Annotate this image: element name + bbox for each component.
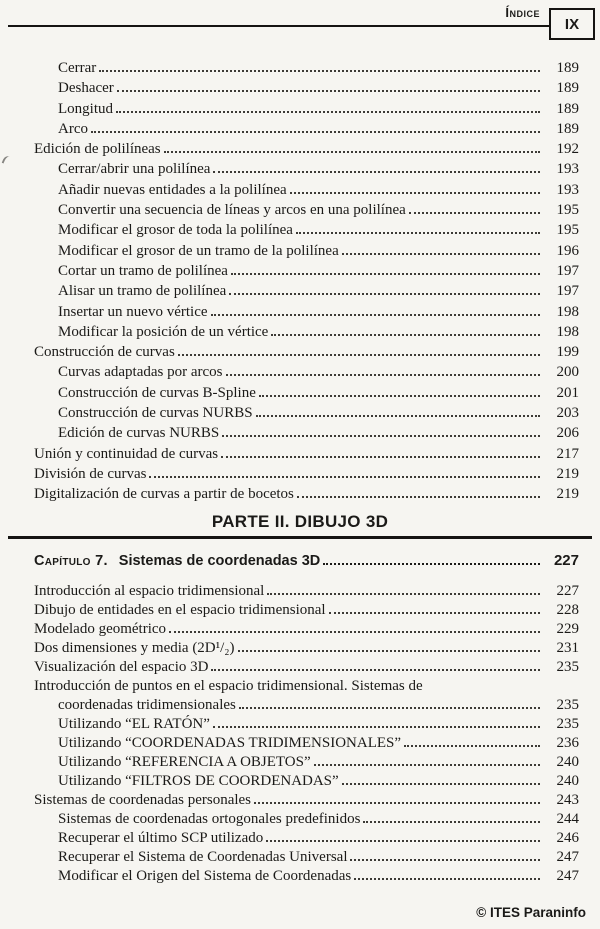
toc-entry-page: 231 [556, 640, 579, 656]
toc-entry-text: Sistemas de coordenadas personales [34, 792, 252, 808]
dot-leader [266, 840, 540, 842]
dot-leader [238, 650, 540, 652]
toc-entry-page: 236 [556, 735, 579, 751]
toc-section-2 [34, 582, 579, 886]
toc-entry [34, 342, 579, 362]
toc-entry-page: 200 [556, 364, 579, 381]
toc-entry-page: 197 [556, 283, 579, 300]
toc-entry-page: 246 [556, 830, 579, 846]
toc-entry [34, 220, 579, 240]
toc-entry-text: Modelado geométrico [34, 621, 167, 637]
toc-entry-page: 247 [556, 868, 579, 884]
toc-entry [34, 78, 579, 98]
dot-leader [211, 314, 540, 316]
toc-entry-page: 195 [556, 202, 579, 219]
toc-entry-page: 198 [556, 323, 579, 340]
toc-entry-page: 189 [556, 60, 579, 76]
toc-entry [34, 139, 579, 159]
toc-entry-page: 201 [556, 384, 579, 401]
toc-entry-text: Utilizando “FILTROS DE COORDENADAS” [58, 773, 339, 789]
dot-leader [267, 593, 540, 595]
toc-entry-text: Visualización del espacio 3D [34, 659, 209, 675]
toc-entry-text: Cerrar/abrir una polilínea [58, 161, 211, 178]
toc-entry-page: 198 [556, 303, 579, 320]
toc-entry [34, 159, 579, 179]
chapter-page-number: 227 [553, 552, 579, 569]
toc-entry-text: Introducción de puntos en el espacio tridimensional. Sistemas de [34, 678, 423, 694]
toc-entry-text: Introducción al espacio tridimensional [34, 583, 265, 599]
chapter-heading-row [34, 552, 579, 569]
toc-entry [34, 734, 579, 753]
toc-entry-text: Dibujo de entidades en el espacio tridimensional [34, 602, 326, 618]
toc-entry-page: 199 [556, 344, 579, 361]
page-number-box [549, 8, 595, 40]
toc-entry-page: 189 [556, 80, 579, 97]
toc-entry [34, 403, 579, 423]
dot-leader [231, 273, 540, 275]
dot-leader [116, 111, 540, 113]
dot-leader [350, 859, 540, 861]
dot-leader [290, 192, 540, 194]
toc-entry [34, 383, 579, 403]
toc-entry-text: Arco [58, 120, 88, 137]
toc-entry [34, 639, 579, 658]
chapter-number-label: Capítulo 7. [34, 553, 108, 569]
toc-entry-page: 229 [556, 621, 579, 637]
dot-leader [297, 496, 540, 498]
dot-leader [213, 726, 540, 728]
dot-leader [404, 745, 540, 747]
toc-entry [34, 484, 579, 504]
toc-entry [34, 200, 579, 220]
dot-leader [117, 90, 540, 92]
toc-entry-page: 196 [556, 242, 579, 259]
part-heading: PARTE II. DIBUJO 3D [211, 512, 389, 531]
page-header-title: Índice [505, 5, 540, 20]
toc-entry-text: Modificar el grosor de toda la polilínea [58, 222, 293, 239]
dot-leader [178, 354, 540, 356]
toc-entry [34, 261, 579, 281]
toc-entry [34, 119, 579, 139]
toc-entry-page: 217 [556, 445, 579, 462]
toc-entry [34, 867, 579, 886]
toc-entry-page: 247 [556, 849, 579, 865]
dot-leader [91, 131, 540, 133]
toc-entry-text: Modificar el grosor de un tramo de la polilínea [58, 242, 339, 259]
toc-entry-text: Recuperar el último SCP utilizado [58, 830, 264, 846]
part-rule [8, 536, 592, 539]
toc-entry-text: Curvas adaptadas por arcos [58, 364, 223, 381]
toc-entry-text: Convertir una secuencia de líneas y arcos en una polilínea [58, 202, 406, 219]
toc-entry-text: Unión y continuidad de curvas [34, 445, 219, 462]
dot-leader [363, 821, 540, 823]
toc-entry-text: Edición de polilíneas [34, 141, 161, 158]
dot-leader [149, 476, 540, 478]
toc-entry [34, 677, 579, 696]
dot-leader [256, 415, 540, 417]
toc-entry-text: Construcción de curvas [34, 344, 175, 361]
toc-entry-page: 235 [556, 716, 579, 732]
toc-entry [34, 464, 579, 484]
dot-leader [211, 669, 540, 671]
toc-entry [34, 322, 579, 342]
toc-entry [34, 810, 579, 829]
dot-leader [254, 802, 540, 804]
toc-entry [34, 281, 579, 301]
dot-leader [342, 783, 540, 785]
toc-entry-text: Deshacer [58, 80, 114, 97]
toc-entry-text: Construcción de curvas NURBS [58, 405, 253, 422]
toc-entry-page: 235 [556, 697, 579, 713]
toc-section-1 [34, 58, 579, 505]
toc-entry [34, 99, 579, 119]
dot-leader [169, 631, 540, 633]
dot-leader [221, 456, 540, 458]
toc-entry [34, 302, 579, 322]
toc-entry-text: Construcción de curvas B-Spline [58, 384, 256, 401]
scan-artifact [2, 155, 14, 167]
toc-entry-page: 228 [556, 602, 579, 618]
toc-entry-text: Insertar un nuevo vértice [58, 303, 208, 320]
toc-entry-text: Utilizando “REFERENCIA A OBJETOS” [58, 754, 311, 770]
toc-entry-page: 244 [556, 811, 579, 827]
toc-entry [34, 829, 579, 848]
toc-entry [34, 715, 579, 734]
dot-leader [271, 334, 540, 336]
chapter-title: Sistemas de coordenadas 3D [118, 553, 321, 569]
toc-entry [34, 658, 579, 677]
toc-entry [34, 362, 579, 382]
toc-entry [34, 58, 579, 78]
page-number-roman: IX [564, 15, 580, 33]
dot-leader [314, 764, 540, 766]
toc-entry-text: Cerrar [58, 60, 97, 76]
toc-entry [34, 753, 579, 772]
dot-leader [409, 212, 540, 214]
toc-entry [34, 180, 579, 200]
toc-entry [34, 696, 579, 715]
toc-entry-page: 193 [556, 181, 579, 198]
toc-entry [34, 423, 579, 443]
toc-entry-text: Modificar el Origen del Sistema de Coordenadas [58, 868, 352, 884]
toc-entry-text: Añadir nuevas entidades a la polilínea [58, 181, 287, 198]
toc-entry-page: 235 [556, 659, 579, 675]
dot-leader [99, 70, 540, 72]
toc-entry-text: Sistemas de coordenadas ortogonales predefinidos [58, 811, 361, 827]
toc-entry [34, 620, 579, 639]
toc-entry-page: 189 [556, 100, 579, 117]
header-rule [8, 25, 553, 27]
dot-leader [329, 612, 540, 614]
dot-leader [229, 293, 540, 295]
dot-leader [164, 151, 540, 153]
dot-leader [323, 563, 540, 565]
dot-leader [226, 374, 540, 376]
toc-entry-page: 219 [556, 486, 579, 503]
toc-entry-page: 197 [556, 262, 579, 279]
dot-leader [222, 435, 540, 437]
toc-entry [34, 241, 579, 261]
toc-entry-text: Digitalización de curvas a partir de bocetos [34, 486, 294, 503]
toc-entry-page: 240 [556, 773, 579, 789]
toc-entry-page: 189 [556, 120, 579, 137]
toc-entry-text: Recuperar el Sistema de Coordenadas Universal [58, 849, 348, 865]
toc-entry-page: 203 [556, 405, 579, 422]
toc-entry-page: 219 [556, 465, 579, 482]
dot-leader [342, 253, 540, 255]
toc-entry-text: coordenadas tridimensionales [58, 697, 236, 713]
toc-entry-text: Alisar un tramo de polilínea [58, 283, 227, 300]
publisher-copyright: © ITES Paraninfo [476, 905, 586, 920]
toc-entry [34, 772, 579, 791]
dot-leader [239, 707, 540, 709]
toc-entry-page: 206 [556, 425, 579, 442]
toc-entry [34, 582, 579, 601]
dot-leader [213, 171, 540, 173]
toc-entry [34, 848, 579, 867]
dot-leader [296, 232, 540, 234]
toc-entry-page: 243 [556, 792, 579, 808]
toc-entry-page: 240 [556, 754, 579, 770]
toc-entry [34, 791, 579, 810]
toc-entry-text: Dos dimensiones y media (2D¹/₂) [34, 640, 235, 656]
toc-entry-page: 195 [556, 222, 579, 239]
toc-entry [34, 601, 579, 620]
toc-entry-page: 227 [556, 583, 579, 599]
toc-entry-text: Cortar un tramo de polilínea [58, 262, 228, 279]
dot-leader [354, 878, 540, 880]
toc-entry [34, 444, 579, 464]
toc-entry-page: 192 [556, 141, 579, 158]
toc-entry-text: Utilizando “EL RATÓN” [58, 716, 210, 732]
toc-entry-text: Edición de curvas NURBS [58, 425, 220, 442]
toc-entry-page: 193 [556, 161, 579, 178]
toc-entry-text: Utilizando “COORDENADAS TRIDIMENSIONALES” [58, 735, 402, 751]
dot-leader [259, 395, 540, 397]
toc-entry-text: División de curvas [34, 465, 147, 482]
toc-entry-text: Longitud [58, 100, 113, 117]
toc-entry-text: Modificar la posición de un vértice [58, 323, 269, 340]
